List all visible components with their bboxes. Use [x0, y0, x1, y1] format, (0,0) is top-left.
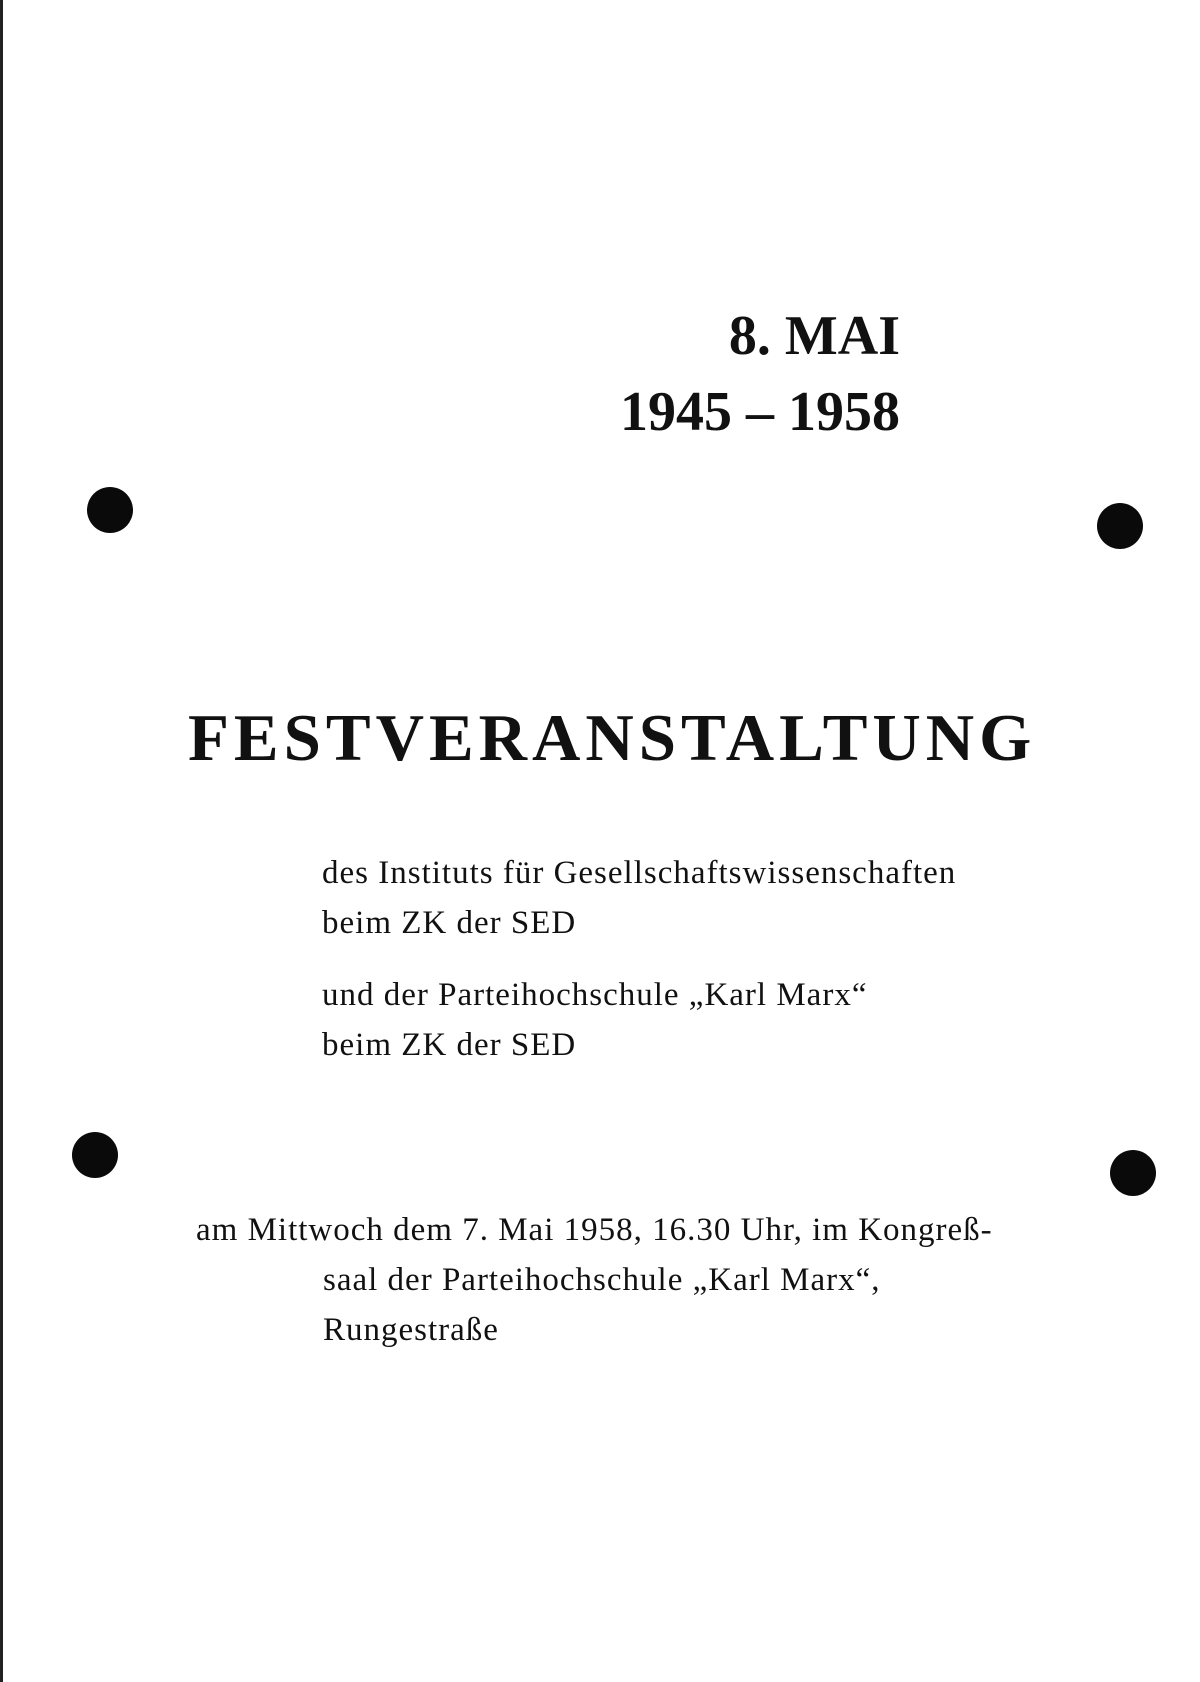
venue-line-1: am Mittwoch dem 7. Mai 1958, 16.30 Uhr, im Kongreß- [196, 1212, 993, 1248]
venue-line-2: saal der Parteihochschule „Karl Marx“, [323, 1262, 881, 1298]
date-heading [440, 298, 900, 450]
date-years: 1945 – 1958 [620, 381, 900, 443]
punch-hole-bottom-left [72, 1132, 118, 1178]
date-day: 8. MAI [728, 305, 900, 367]
punch-hole-bottom-right [1110, 1150, 1156, 1196]
page-edge [0, 0, 3, 1682]
punch-hole-top-left [87, 487, 133, 533]
organizer-line-3: und der Parteihochschule „Karl Marx“ [322, 977, 868, 1013]
punch-hole-top-right [1097, 503, 1143, 549]
organizer-line-4: beim ZK der SED [322, 1027, 577, 1063]
venue-details [196, 1205, 1076, 1355]
organizer-line-1: des Instituts für Gesellschaftswissenschaften [322, 855, 957, 891]
event-title: FESTVERANSTALTUNG [188, 701, 1037, 775]
venue-line-3: Rungestraße [323, 1312, 499, 1348]
organizers [322, 848, 1122, 1070]
organizer-line-2: beim ZK der SED [322, 905, 577, 941]
